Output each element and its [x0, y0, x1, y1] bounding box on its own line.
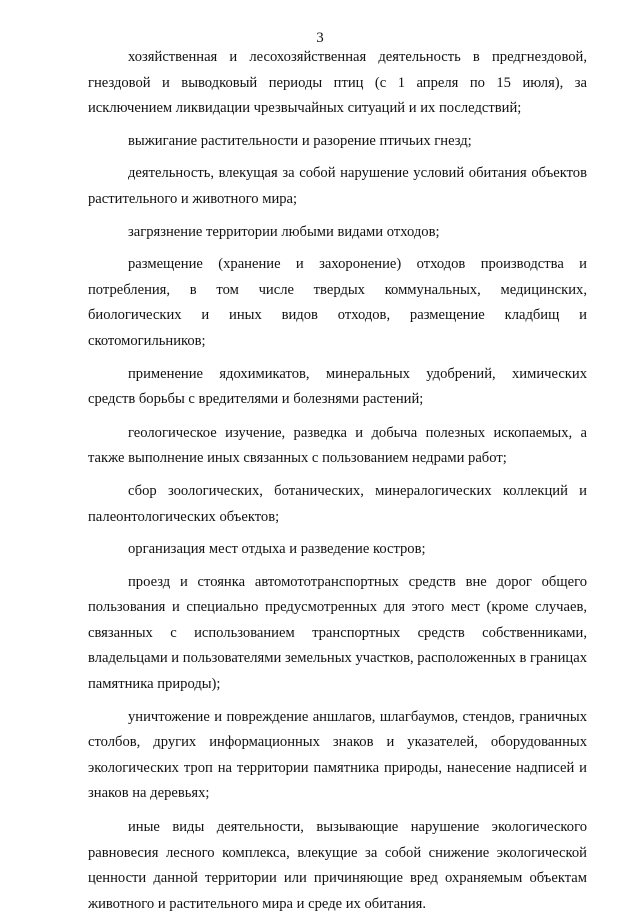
text-line: проезд и стоянка автомототранспортных средств вне дорог общего — [128, 573, 587, 590]
text-line: нанесение надписей и знаков на деревьях; — [88, 759, 587, 802]
text-line: также выполнение иных связанных с пользованием недрами работ; — [88, 450, 507, 467]
text-line: объектов растительного и животного мира; — [88, 165, 587, 207]
text-line: скотомогильников; — [88, 332, 206, 349]
paragraph — [88, 479, 587, 530]
text-line: биологических и иных видов отходов, размещение кладбищ и — [88, 307, 587, 324]
text-line: применение ядохимикатов, минеральных удобрений, химических — [128, 365, 587, 382]
text-line: гнездовой и выводковый периоды птиц (с 1 апреля по 15 июля), за — [88, 74, 587, 91]
paragraph — [88, 129, 587, 155]
paragraph — [88, 362, 587, 413]
paragraph — [88, 421, 587, 472]
page-number: 3 — [316, 30, 324, 46]
text-line: выжигание растительности и разорение птичьих гнезд; — [128, 132, 472, 149]
paragraph — [88, 705, 587, 807]
paragraph — [88, 220, 587, 246]
text-line: размещение (хранение и захоронение) отходов производства и — [128, 256, 587, 273]
text-line: равновесия лесного комплекса, влекущие за собой снижение экологической — [88, 844, 587, 861]
text-line: связанных с использованием транспортных средств собственниками, — [88, 624, 587, 641]
text-line: уничтожение и повреждение аншлагов, шлагбаумов, стендов, — [128, 708, 515, 725]
text-line: граничных столбов, других информационных знаков и указателей, — [88, 708, 587, 751]
text-line: исключением ликвидации чрезвычайных ситуаций и их последствий; — [88, 100, 522, 117]
paragraph — [88, 570, 587, 698]
paragraph — [88, 252, 587, 354]
text-line: пользования и специально предусмотренных для этого мест (кроме случаев, — [88, 599, 587, 616]
text-line: оборудованных экологических троп на территории памятника природы, — [88, 734, 587, 776]
text-line: геологическое изучение, разведка и добыча полезных ископаемых, а — [128, 424, 587, 441]
text-line: загрязнение территории любыми видами отходов; — [128, 223, 440, 240]
text-line: организация мест отдыха и разведение костров; — [128, 541, 426, 558]
text-line: хозяйственная и лесохозяйственная деятельность в предгнездовой, — [128, 49, 587, 65]
document-body — [88, 45, 587, 917]
text-line: деятельность, влекущая за собой нарушение условий обитания — [128, 165, 527, 182]
paragraph — [88, 45, 587, 122]
paragraph — [88, 815, 587, 917]
paragraph — [88, 161, 587, 212]
text-line: ценности данной территории или причиняющие вред охраняемым объектам — [88, 870, 587, 887]
text-line: иные виды деятельности, вызывающие нарушение экологического — [128, 819, 587, 836]
text-line: сбор зоологических, ботанических, минералогических коллекций и — [128, 482, 587, 499]
text-line: животного и растительного мира и среде их обитания. — [88, 895, 427, 912]
paragraph — [88, 537, 587, 563]
text-line: палеонтологических объектов; — [88, 508, 280, 525]
text-line: потребления, в том числе твердых коммунальных, медицинских, — [88, 281, 587, 298]
text-line: владельцами и пользователями земельных участков, расположенных в — [88, 650, 527, 667]
text-line: средств борьбы с вредителями и болезнями растений; — [88, 391, 424, 408]
text-line: границах памятника природы); — [88, 650, 587, 693]
